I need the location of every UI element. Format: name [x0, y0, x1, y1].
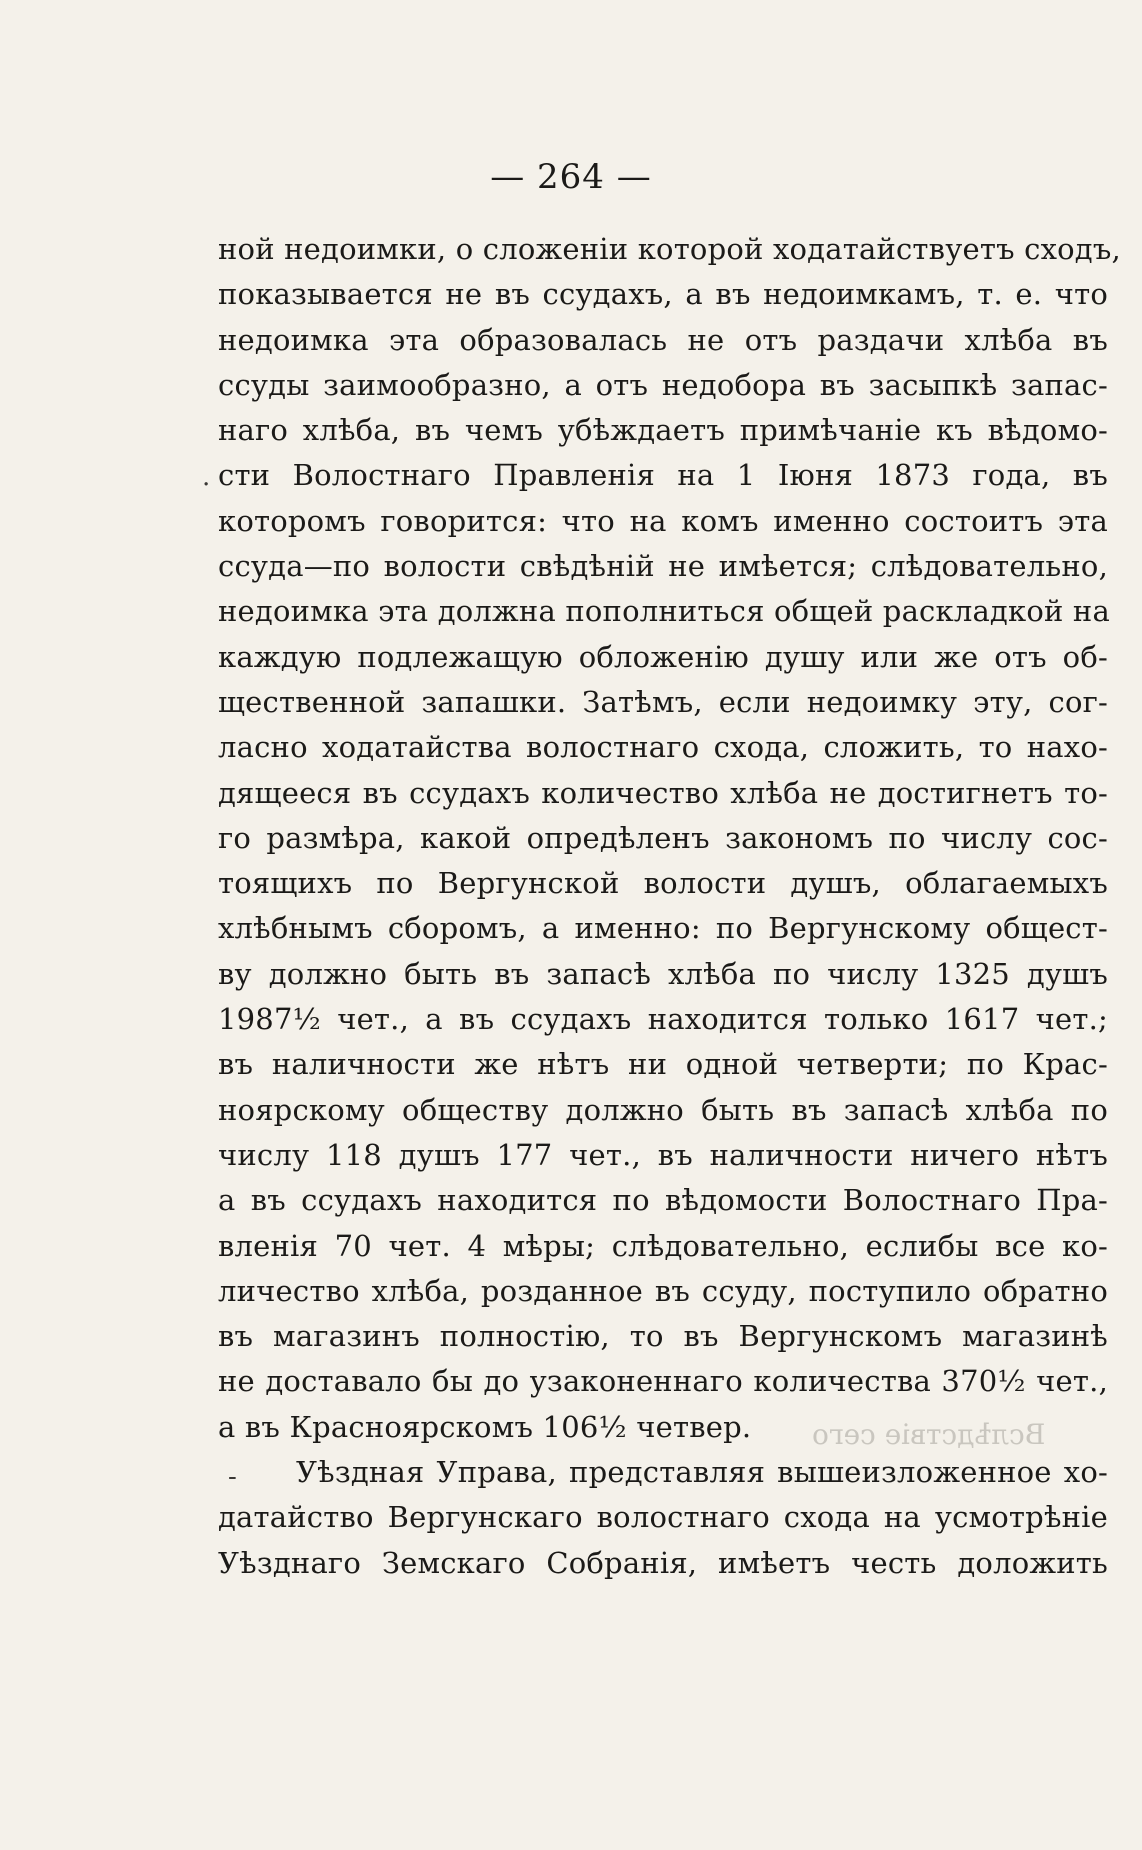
text-line: въ магазинъ полностiю, то въ Вергунскомъ магазинѣ: [218, 1319, 1108, 1354]
text-line: Уѣзднаго Земскаго Собранiя, имѣетъ честь доложить: [218, 1545, 1108, 1580]
page-number: — 264 —: [490, 157, 652, 197]
text-line: наго хлѣба, въ чемъ убѣждаетъ примѣчанiе къ вѣдомо-: [218, 413, 1108, 448]
text-line: которомъ говорится: что на комъ именно состоитъ эта: [218, 503, 1108, 538]
bleed-through-text: Вслѣдствiе сего: [812, 1418, 1046, 1451]
text-line: ссуда—по волости свѣдѣнiй не имѣется; слѣдовательно,: [218, 549, 1108, 584]
text-line: вленiя 70 чет. 4 мѣры; слѣдовательно, еслибы все ко-: [218, 1228, 1108, 1263]
text-line: числу 118 душъ 177 чет., въ наличности ничего нѣтъ: [218, 1137, 1108, 1172]
text-line: въ наличности же нѣтъ ни одной четверти; по Крас-: [218, 1047, 1108, 1082]
text-line: недоимка эта образовалась не отъ раздачи хлѣба въ: [218, 322, 1108, 357]
text-line: 1987½ чет., а въ ссудахъ находится только 1617 чет.;: [218, 1002, 1108, 1037]
text-line: личество хлѣба, розданное въ ссуду, поступило обратно: [218, 1273, 1108, 1308]
paragraph-start-line: Уѣздная Управа, представляя вышеизложенное хо-: [296, 1455, 1108, 1490]
text-line: недоимка эта должна пополниться общей раскладкой на: [218, 594, 1110, 629]
text-line: датайство Вергунскаго волостнаго схода на усмотрѣнiе: [218, 1500, 1108, 1535]
margin-mark: .: [202, 462, 211, 492]
text-line: не доставало бы до узаконеннаго количества 370½ чет.,: [218, 1364, 1108, 1399]
paragraph-end-line: а въ Красноярскомъ 106½ четвер.: [218, 1409, 752, 1444]
text-line: показывается не въ ссудахъ, а въ недоимкамъ, т. е. что: [218, 277, 1108, 312]
text-line: го размѣра, какой опредѣленъ закономъ по числу сос-: [218, 820, 1108, 855]
body-text: [218, 227, 1121, 1586]
text-line: сти Волостнаго Правленiя на 1 Iюня 1873 года, въ: [218, 458, 1108, 493]
text-line: хлѣбнымъ сборомъ, а именно: по Вергунскому общест-: [218, 911, 1108, 946]
text-line: ссуды заимообразно, а отъ недобора въ засыпкѣ запас-: [218, 367, 1108, 402]
text-line: ноярскому обществу должно быть въ запасѣ хлѣба по: [218, 1092, 1108, 1127]
text-line: ву должно быть въ запасѣ хлѣба по числу 1325 душъ: [218, 956, 1108, 991]
text-line: щественной запашки. Затѣмъ, если недоимку эту, сог-: [218, 684, 1108, 719]
text-line: а въ ссудахъ находится по вѣдомости Волостнаго Пра-: [218, 1183, 1108, 1218]
text-line: ласно ходатайства волостнаго схода, сложить, то нахо-: [218, 730, 1108, 765]
text-line: каждую подлежащую обложенiю душу или же отъ об-: [218, 639, 1108, 674]
text-line: дящееся въ ссудахъ количество хлѣба не достигнетъ то-: [218, 775, 1108, 810]
text-line: ной недоимки, о сложенiи которой ходатайствуетъ сходъ,: [218, 232, 1121, 266]
margin-mark: -: [228, 1462, 237, 1492]
text-line: тоящихъ по Вергунской волости душъ, облагаемыхъ: [218, 866, 1108, 901]
